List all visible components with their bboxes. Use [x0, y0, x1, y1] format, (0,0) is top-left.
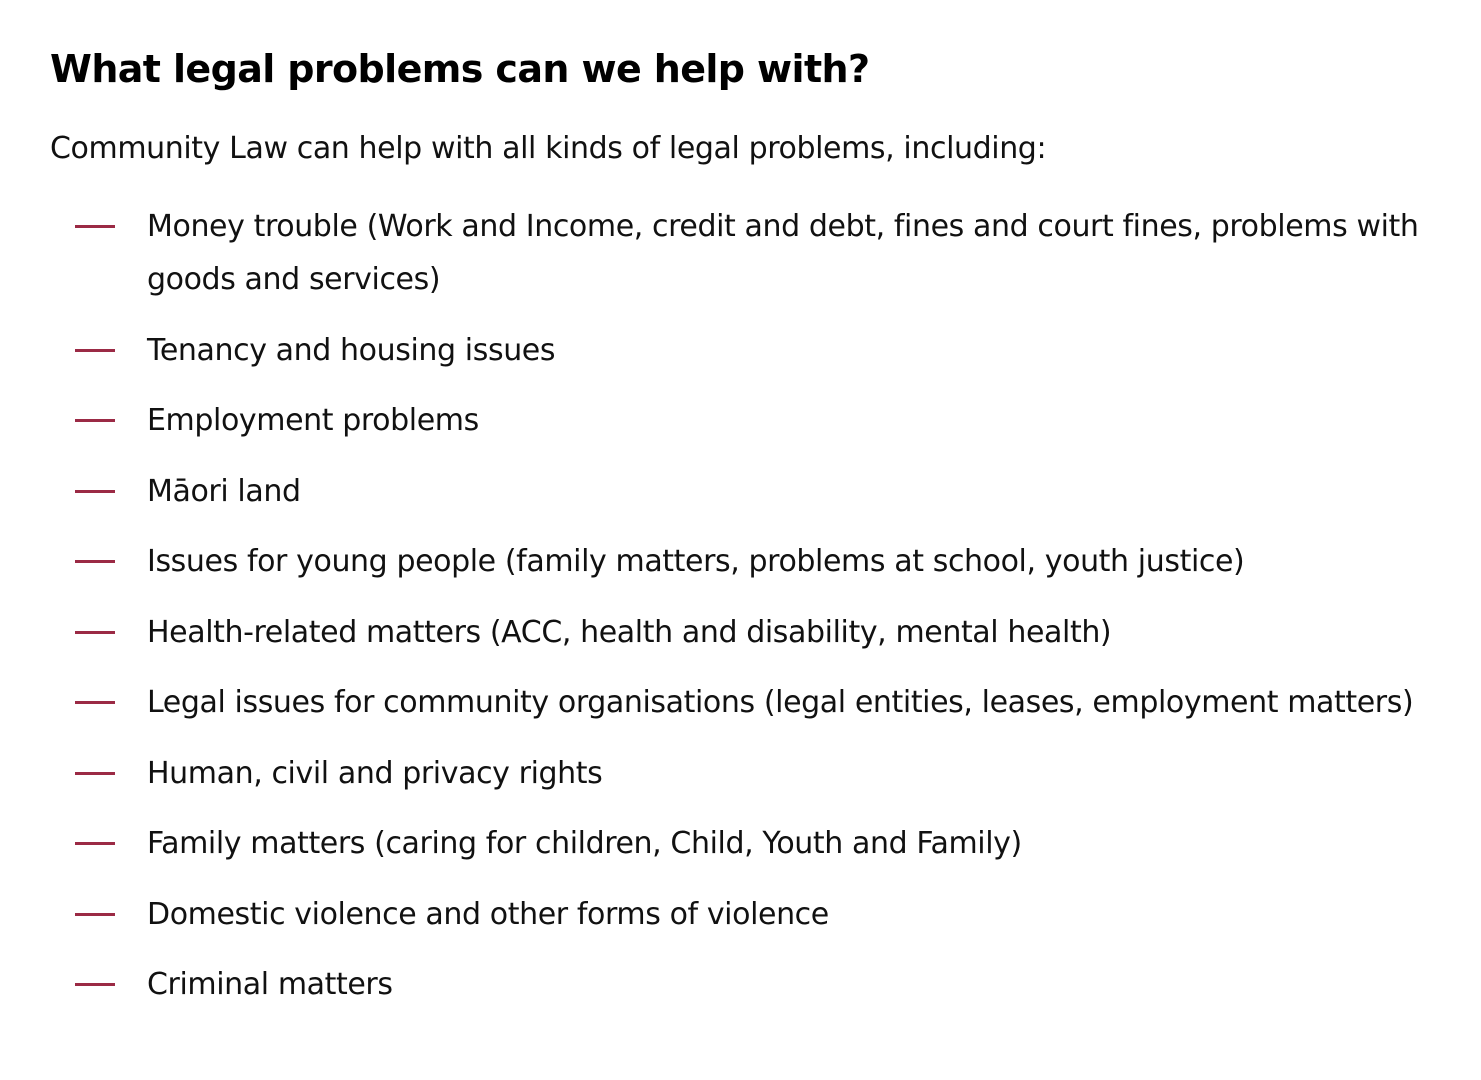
list-item [50, 888, 1450, 941]
list-item-text: Family matters (caring for children, Child, Youth and Family) [147, 826, 1022, 861]
list-item [50, 324, 1450, 377]
dash-bullet-icon [75, 842, 115, 845]
dash-bullet-icon [75, 772, 115, 775]
list-item [50, 817, 1450, 870]
dash-bullet-icon [75, 983, 115, 986]
list-item-text: Domestic violence and other forms of violence [147, 896, 829, 932]
dash-bullet-icon [75, 631, 115, 634]
dash-bullet-icon [75, 349, 115, 352]
list-item [50, 394, 1450, 447]
list-item [50, 606, 1450, 659]
list-item [50, 465, 1450, 518]
list-item-text: Employment problems [147, 403, 479, 438]
dash-bullet-icon [75, 419, 115, 422]
dash-bullet-icon [75, 490, 115, 493]
list-item-text: Tenancy and housing issues [147, 332, 556, 368]
legal-problems-list [50, 200, 1450, 1011]
list-item [50, 535, 1450, 588]
dash-bullet-icon [75, 913, 115, 916]
list-item-text: Human, civil and privacy rights [147, 755, 603, 791]
list-item [50, 200, 1450, 306]
list-item-text: Money trouble (Work and Income, credit and debt, fines and court fines, problems with goods and services) [147, 209, 1419, 297]
list-item-text: Criminal matters [147, 967, 393, 1002]
list-item-text: Issues for young people (family matters, problems at school, youth justice) [147, 544, 1245, 579]
section-heading: What legal problems can we help with? [50, 47, 870, 91]
dash-bullet-icon [75, 701, 115, 704]
list-item-text: Health-related matters (ACC, health and disability, mental health) [147, 614, 1112, 650]
intro-text: Community Law can help with all kinds of legal problems, including: [50, 131, 1047, 166]
dash-bullet-icon [75, 225, 115, 228]
dash-bullet-icon [75, 560, 115, 563]
list-item-text: Legal issues for community organisations (legal entities, leases, employment matters) [147, 685, 1414, 720]
list-item [50, 747, 1450, 800]
content-section [50, 42, 1450, 1029]
list-item [50, 676, 1450, 729]
list-item-text: Māori land [147, 473, 301, 509]
list-item [50, 958, 1450, 1011]
